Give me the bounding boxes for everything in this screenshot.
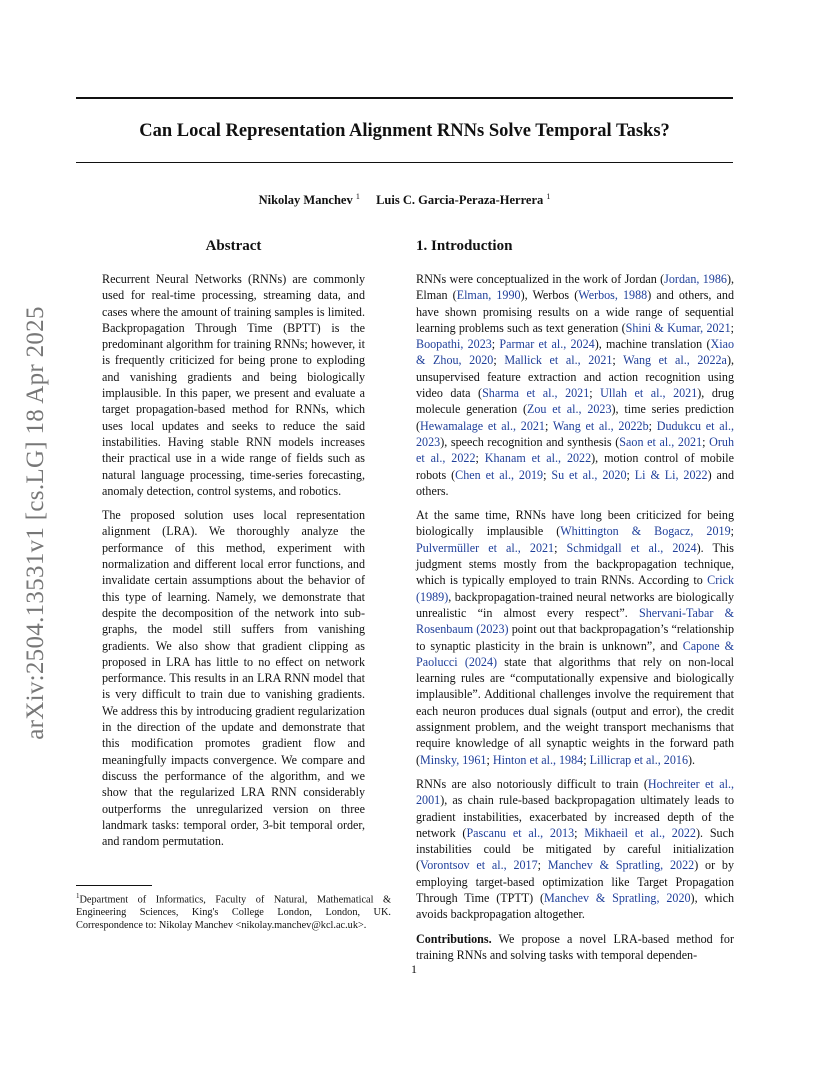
citation-link[interactable]: Elman, 1990 [456,288,521,303]
citation-link[interactable]: Crick (1989) [416,573,734,604]
paragraph-text: ), which avoids backpropagation altogether. [416,890,734,922]
paragraph-text: ; [544,418,553,433]
paragraph-text: At the same time, RNNs have long been criticized for being biologically implausible ( [416,508,734,539]
paragraph-text: ; [589,386,601,401]
citation-link[interactable]: Parmar et al., 2024 [499,337,595,352]
paragraph-text: ; [537,858,548,873]
paragraph-text: ; [486,752,493,767]
citation-link[interactable]: Xiao & Zhou, 2020 [416,337,735,368]
abstract-title: Abstract [205,238,262,254]
paragraph-text: RNNs are also notoriously difficult to train ( [416,776,648,791]
paper-title: Can Local Representation Alignment RNNs Solve Temporal Tasks? [139,121,670,141]
paragraph-text: We propose a novel LRA-based method for training RNNs and solving tasks with temporal dependen- [416,931,734,962]
footnote-rule [76,885,152,886]
citation-link[interactable]: Ullah et al., 2021 [600,386,698,401]
paragraph-text: ; [626,467,635,482]
paragraph-text: ; [554,540,567,555]
citation-link[interactable]: Shini & Kumar, 2021 [625,320,731,335]
introduction-paragraph [416,507,734,768]
arxiv-identifier-stamp: arXiv:2504.13531v1 [cs.LG] 18 Apr 2025 [22,306,49,740]
citation-link[interactable]: Mallick et al., 2021 [504,353,613,368]
citation-link[interactable]: Hochreiter et al., 2001 [416,776,734,808]
citation-link[interactable]: Lillicrap et al., 2016 [589,752,688,767]
introduction-paragraph [416,776,734,923]
paragraph-text: ; [583,752,590,767]
citation-link[interactable]: Werbos, 1988 [578,288,648,303]
paragraph-text: ), motion control of mobile robots ( [416,451,734,482]
citation-link[interactable]: Jordan, 1986 [664,272,727,286]
citation-link[interactable]: Manchev & Spratling, 2022 [547,858,695,873]
paragraph-text: ), machine translation ( [594,337,711,352]
paragraph-text: ), drug molecule generation ( [416,386,734,417]
paragraph-text: ; [475,451,485,466]
paragraph-text: ) or by employing target-based optimization like Target Propagation Through Time (TPTT) ( [416,858,734,905]
citation-link[interactable]: Manchev & Spratling, 2020 [544,890,691,905]
citation-link[interactable]: Minsky, 1961 [420,752,487,767]
citation-link[interactable]: Oruh et al., 2022 [416,434,734,466]
footnote-marker: 1 [76,892,80,900]
citation-link[interactable]: Su et al., 2020 [551,467,627,482]
citation-link[interactable]: Hinton et al., 1984 [492,752,584,767]
author-name: Luis C. Garcia-Peraza-Herrera [376,193,544,208]
citation-link[interactable]: Zou et al., 2023 [526,402,612,417]
paragraph-text: ), Elman ( [416,272,735,303]
introduction-paragraph [416,931,734,964]
abstract-paragraph: Recurrent Neural Networks (RNNs) are commonly used for real-time processing, streaming data, and cases where the amount of training samples is limited. Backpropagation Through Time (BPTT) is the predominant algorithm for training RNNs; however, it is frequently criticized for being prone to exploding and vanishing gradients and being biologically implausible. In this paper, we present and evaluate a target propagation-based method for RNNs, which uses local updates and seeks to reduce the said instabilities. Having stable RNN models increases their practical use in a wide range of fields such as natural language processing, time-series forecasting, anomaly detection, control systems, and robotics. [102,272,365,498]
paragraph-text: ) and others, and have shown promising results on a wide range of sequential learning problems such as text generation ( [416,288,734,335]
paragraph-text: ) and others. [416,467,734,498]
citation-link[interactable]: Saon et al., 2021 [619,434,703,449]
paragraph-text: ), unsupervised feature extraction and action recognition using video data ( [416,353,734,401]
author-affiliation-marker: 1 [355,192,360,201]
paragraph-text: ; [612,353,624,368]
citation-link[interactable]: Li & Li, 2022 [634,467,708,482]
introduction-paragraph [416,271,734,499]
paragraph-text: point out that backpropagation’s “relationship to synaptic plasticity in the brain is unknown”, and [416,622,734,653]
citation-link[interactable]: Dudukcu et al., 2023 [416,418,734,449]
citation-link[interactable]: Khanam et al., 2022 [484,451,592,466]
paragraph-text: ; [543,467,552,482]
introduction-column [416,236,734,963]
affiliation-footnote [76,885,391,932]
citation-link[interactable]: Pulvermüller et al., 2021 [416,540,555,555]
title-top-rule [76,97,733,99]
citation-link[interactable]: Boopathi, 2023 [416,337,492,352]
paragraph-text: RNNs were conceptualized in the work of Jordan ( [416,272,665,286]
paragraph-text: ). This judgment stems mostly from the backpropagation technique, which is typically employed to train RNNs. According to [416,540,734,588]
introduction-title: 1. Introduction [416,238,513,254]
paragraph-text: ; [648,418,657,433]
author-list [76,192,733,208]
citation-link[interactable]: Mikhaeil et al., 2022 [584,825,696,840]
paragraph-text: ). Such instabilities could be mitigated by careful initialization ( [416,825,735,873]
abstract-paragraph: The proposed solution uses local representation alignment (LRA). We thoroughly analyze the performance of this method, experiment with normalization and different local error functions, and invalidate certain assumptions about the behavior of this type of learning. Namely, we demonstrate that despite the decomposition of the network into sub-graphs, the model still suffers from vanishing gradients. We also show that gradient clipping as proposed in LRA has little to no effect on network performance. This results in an LRA RNN model that is very difficult to train due to vanishing gradients. We address this by introducing gradient regularization in the direction of the update and demonstrate that this modification promotes gradient flow and meaningfully impacts convergence. We compare and discuss the performance of the algorithm, and we show that the regularized LRA RNN considerably outperforms the unregularized version on three landmark tasks: temporal order, 3-bit temporal order, and random permutation. [102,508,365,849]
page-number: 1 [411,962,417,976]
paragraph-text: ; [574,825,585,840]
paragraph-text: ; [493,353,505,368]
title-bottom-rule [76,162,733,163]
paragraph-text: ), Werbos ( [520,288,579,303]
paragraph-text: ; [730,320,735,335]
citation-link[interactable]: Wang et al., 2022a [623,353,727,368]
paragraph-text: ), speech recognition and synthesis ( [440,434,620,449]
paragraph-text: ; [730,524,734,539]
citation-link[interactable]: Chen et al., 2019 [455,467,544,482]
citation-link[interactable]: Whittington & Bogacz, 2019 [560,524,731,539]
citation-link[interactable]: Wang et al., 2022b [552,418,649,433]
abstract-column [102,236,365,849]
paragraph-text: ). [688,752,696,767]
citation-link[interactable]: Shervani-Tabar & Rosenbaum (2023) [416,605,734,637]
paragraph-heading: Contributions. [416,931,492,946]
paragraph-text: ), as chain rule-based backpropagation ultimately leads to gradient instabilities, exacerbated by increased depth of the network ( [416,793,734,840]
citation-link[interactable]: Vorontsov et al., 2017 [420,858,538,873]
citation-link[interactable]: Sharma et al., 2021 [482,386,590,401]
citation-link[interactable]: Hewamalage et al., 2021 [420,418,545,433]
citation-link[interactable]: Capone & Paolucci (2024) [416,638,734,669]
author-name: Nikolay Manchev [258,193,353,208]
footnote-text: Department of Informatics, Faculty of Natural, Mathematical & Engineering Sciences, King's College London, London, UK. Correspondence to: Nikolay Manchev <nikolay.manchev@kcl.ac.uk>. [76,894,391,932]
author-affiliation-marker: 1 [546,192,551,201]
paragraph-text: ), time series prediction ( [416,402,734,433]
paragraph-text: , backpropagation-trained neural networks are biologically unrealistic “in almost every respect”. [416,589,734,620]
paragraph-text: ; [491,337,500,352]
introduction-body [416,271,734,963]
citation-link[interactable]: Schmidgall et al., 2024 [566,540,697,555]
paragraph-text: ; [702,434,710,449]
citation-link[interactable]: Pascanu et al., 2013 [466,825,575,840]
paragraph-text: state that algorithms that rely on non-local learning rules are “computationally expensive and biologically implausible”. Additional challenges involve the requirement that each neuron produces dual signals (output and error), the credit assignment problem, and the weight transport mechanisms that require knowledge of all synaptic weights in the forward path ( [416,654,734,767]
